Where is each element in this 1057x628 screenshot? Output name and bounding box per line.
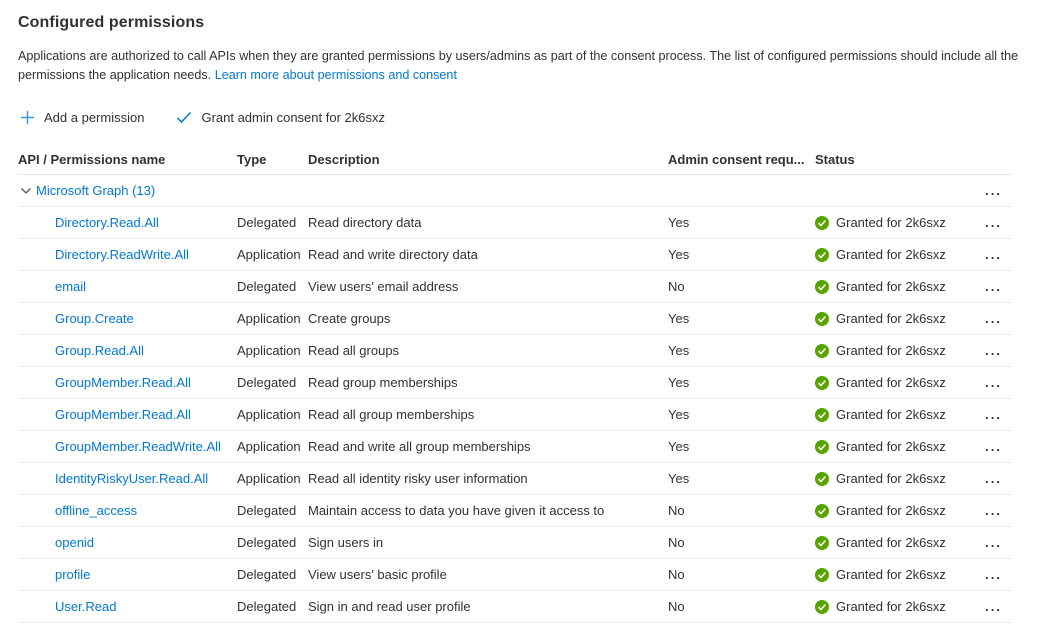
status-text: Granted for 2k6sxz <box>836 567 946 582</box>
permission-description: Read all group memberships <box>308 407 475 422</box>
row-menu-cell <box>972 216 1012 230</box>
admin-consent-required-value: Yes <box>668 471 690 486</box>
header-type: Type <box>237 152 267 167</box>
permission-name-cell <box>18 343 237 358</box>
admin-consent-required-value: No <box>668 567 685 582</box>
header-status: Status <box>815 152 855 167</box>
permission-name-link[interactable]: Directory.ReadWrite.All <box>55 247 189 262</box>
permission-name-link[interactable]: Group.Create <box>55 311 134 326</box>
permission-type: Application <box>237 471 301 486</box>
row-menu-cell <box>972 280 1012 294</box>
group-menu-cell <box>972 184 1012 198</box>
permission-description: Sign users in <box>308 535 384 550</box>
ellipsis-menu-icon[interactable]: ... <box>985 535 1002 550</box>
row-menu-cell <box>972 600 1012 614</box>
permission-type: Delegated <box>237 215 297 230</box>
permission-name-cell <box>18 567 237 582</box>
row-menu-cell <box>972 376 1012 390</box>
description-text: Applications are authorized to call APIs when they are granted permissions by users/admins as part of the consent process. The list of configured permissions should include all the permissions the application needs. <box>18 49 1019 82</box>
permission-name-cell <box>18 503 237 518</box>
permission-description: Read group memberships <box>308 375 458 390</box>
permission-description: Read and write directory data <box>308 247 478 262</box>
ellipsis-menu-icon[interactable]: ... <box>985 279 1002 294</box>
permission-name-cell <box>18 535 237 550</box>
ellipsis-menu-icon[interactable]: ... <box>985 183 1002 198</box>
group-expander[interactable] <box>18 183 972 198</box>
row-menu-cell <box>972 344 1012 358</box>
granted-check-icon <box>815 440 829 454</box>
status-cell <box>815 375 972 390</box>
granted-check-icon <box>815 280 829 294</box>
table-row <box>18 303 1012 335</box>
permission-name-cell <box>18 407 237 422</box>
status-text: Granted for 2k6sxz <box>836 535 946 550</box>
status-cell <box>815 247 972 262</box>
status-text: Granted for 2k6sxz <box>836 375 946 390</box>
status-cell <box>815 535 972 550</box>
permission-type: Application <box>237 311 301 326</box>
add-permission-label: Add a permission <box>44 110 145 125</box>
status-text: Granted for 2k6sxz <box>836 503 946 518</box>
status-cell <box>815 503 972 518</box>
row-menu-cell <box>972 440 1012 454</box>
status-cell <box>815 343 972 358</box>
permission-name-link[interactable]: GroupMember.Read.All <box>55 407 191 422</box>
row-menu-cell <box>972 408 1012 422</box>
row-menu-cell <box>972 248 1012 262</box>
table-row <box>18 335 1012 367</box>
admin-consent-required-value: No <box>668 503 685 518</box>
status-text: Granted for 2k6sxz <box>836 599 946 614</box>
granted-check-icon <box>815 536 829 550</box>
group-name: Microsoft Graph (13) <box>36 183 156 198</box>
admin-consent-required-value: Yes <box>668 375 690 390</box>
header-admin-consent-required: Admin consent requ... <box>668 152 805 167</box>
plus-icon <box>20 110 35 125</box>
granted-check-icon <box>815 504 829 518</box>
row-menu-cell <box>972 568 1012 582</box>
ellipsis-menu-icon[interactable]: ... <box>985 247 1002 262</box>
chevron-down-icon <box>20 185 32 197</box>
status-text: Granted for 2k6sxz <box>836 343 946 358</box>
header-description: Description <box>308 152 380 167</box>
add-permission-button[interactable] <box>18 108 148 127</box>
permission-type: Delegated <box>237 375 297 390</box>
permission-name-link[interactable]: email <box>55 279 87 294</box>
permissions-table <box>18 145 1012 623</box>
admin-consent-required-value: No <box>668 535 685 550</box>
permission-name-link[interactable]: offline_access <box>55 503 138 518</box>
permission-name-link[interactable]: GroupMember.Read.All <box>55 375 191 390</box>
permission-type: Application <box>237 439 301 454</box>
table-row <box>18 367 1012 399</box>
ellipsis-menu-icon[interactable]: ... <box>985 503 1002 518</box>
ellipsis-menu-icon[interactable]: ... <box>985 343 1002 358</box>
permission-type: Delegated <box>237 279 297 294</box>
permission-type: Delegated <box>237 503 297 518</box>
permission-type: Application <box>237 407 301 422</box>
header-api-permissions-name: API / Permissions name <box>18 152 166 167</box>
granted-check-icon <box>815 312 829 326</box>
status-text: Granted for 2k6sxz <box>836 439 946 454</box>
grant-admin-consent-button[interactable] <box>174 108 389 127</box>
admin-consent-required-value: No <box>668 279 685 294</box>
permission-description: Read directory data <box>308 215 422 230</box>
permission-type: Delegated <box>237 535 297 550</box>
permission-name-link[interactable]: User.Read <box>55 599 117 614</box>
permission-name-cell <box>18 439 237 454</box>
ellipsis-menu-icon[interactable]: ... <box>985 407 1002 422</box>
permission-description: Read all identity risky user information <box>308 471 528 486</box>
permission-name-link[interactable]: openid <box>55 535 95 550</box>
grant-admin-consent-label: Grant admin consent for 2k6sxz <box>201 110 385 125</box>
status-cell <box>815 599 972 614</box>
table-row <box>18 495 1012 527</box>
ellipsis-menu-icon[interactable]: ... <box>985 471 1002 486</box>
granted-check-icon <box>815 376 829 390</box>
row-menu-cell <box>972 312 1012 326</box>
granted-check-icon <box>815 568 829 582</box>
status-text: Granted for 2k6sxz <box>836 311 946 326</box>
admin-consent-required-value: Yes <box>668 247 690 262</box>
status-cell <box>815 215 972 230</box>
table-row <box>18 207 1012 239</box>
admin-consent-required-value: Yes <box>668 311 690 326</box>
ellipsis-menu-icon[interactable]: ... <box>985 375 1002 390</box>
permission-name-cell <box>18 311 237 326</box>
admin-consent-required-value: No <box>668 599 685 614</box>
ellipsis-menu-icon[interactable]: ... <box>985 439 1002 454</box>
ellipsis-menu-icon[interactable]: ... <box>985 599 1002 614</box>
permission-name-link[interactable]: GroupMember.ReadWrite.All <box>55 439 221 454</box>
permission-description: View users' basic profile <box>308 567 447 582</box>
admin-consent-required-value: Yes <box>668 215 690 230</box>
status-cell <box>815 407 972 422</box>
table-row <box>18 431 1012 463</box>
permission-name-link[interactable]: Group.Read.All <box>55 343 144 358</box>
page-description <box>18 47 1039 85</box>
permission-type: Application <box>237 247 301 262</box>
ellipsis-menu-icon[interactable]: ... <box>985 311 1002 326</box>
permission-name-cell <box>18 375 237 390</box>
status-text: Granted for 2k6sxz <box>836 471 946 486</box>
permission-name-link[interactable]: IdentityRiskyUser.Read.All <box>55 471 209 486</box>
status-cell <box>815 311 972 326</box>
toolbar <box>18 108 1039 127</box>
row-menu-cell <box>972 472 1012 486</box>
table-header-row <box>18 145 1012 175</box>
granted-check-icon <box>815 408 829 422</box>
table-row <box>18 399 1012 431</box>
status-text: Granted for 2k6sxz <box>836 407 946 422</box>
admin-consent-required-value: Yes <box>668 407 690 422</box>
status-cell <box>815 471 972 486</box>
status-cell <box>815 279 972 294</box>
ellipsis-menu-icon[interactable]: ... <box>985 215 1002 230</box>
status-cell <box>815 567 972 582</box>
ellipsis-menu-icon[interactable]: ... <box>985 567 1002 582</box>
permission-name-cell <box>18 247 237 262</box>
row-menu-cell <box>972 536 1012 550</box>
table-row <box>18 559 1012 591</box>
permission-description: Read and write all group memberships <box>308 439 531 454</box>
permission-name-cell <box>18 279 237 294</box>
granted-check-icon <box>815 600 829 614</box>
table-row <box>18 463 1012 495</box>
granted-check-icon <box>815 344 829 358</box>
table-row <box>18 591 1012 623</box>
admin-consent-required-value: Yes <box>668 439 690 454</box>
admin-consent-required-value: Yes <box>668 343 690 358</box>
checkmark-icon <box>176 111 192 124</box>
permission-name-cell <box>18 599 237 614</box>
granted-check-icon <box>815 248 829 262</box>
table-row <box>18 271 1012 303</box>
row-menu-cell <box>972 504 1012 518</box>
permission-description: View users' email address <box>308 279 459 294</box>
permission-description: Create groups <box>308 311 391 326</box>
permission-name-link[interactable]: Directory.Read.All <box>55 215 159 230</box>
table-rows <box>18 207 1012 623</box>
api-group-row-microsoft-graph <box>18 175 1012 207</box>
table-row <box>18 239 1012 271</box>
learn-more-link[interactable]: Learn more about permissions and consent <box>214 68 457 82</box>
permission-name-link[interactable]: profile <box>55 567 91 582</box>
permission-description: Maintain access to data you have given it access to <box>308 503 605 518</box>
permission-type: Delegated <box>237 567 297 582</box>
permission-description: Sign in and read user profile <box>308 599 471 614</box>
permission-name-cell <box>18 215 237 230</box>
granted-check-icon <box>815 472 829 486</box>
page-title: Configured permissions <box>18 14 205 31</box>
status-text: Granted for 2k6sxz <box>836 247 946 262</box>
permission-description: Read all groups <box>308 343 400 358</box>
granted-check-icon <box>815 216 829 230</box>
table-row <box>18 527 1012 559</box>
status-text: Granted for 2k6sxz <box>836 279 946 294</box>
permission-name-cell <box>18 471 237 486</box>
status-cell <box>815 439 972 454</box>
permission-type: Delegated <box>237 599 297 614</box>
status-text: Granted for 2k6sxz <box>836 215 946 230</box>
permission-type: Application <box>237 343 301 358</box>
